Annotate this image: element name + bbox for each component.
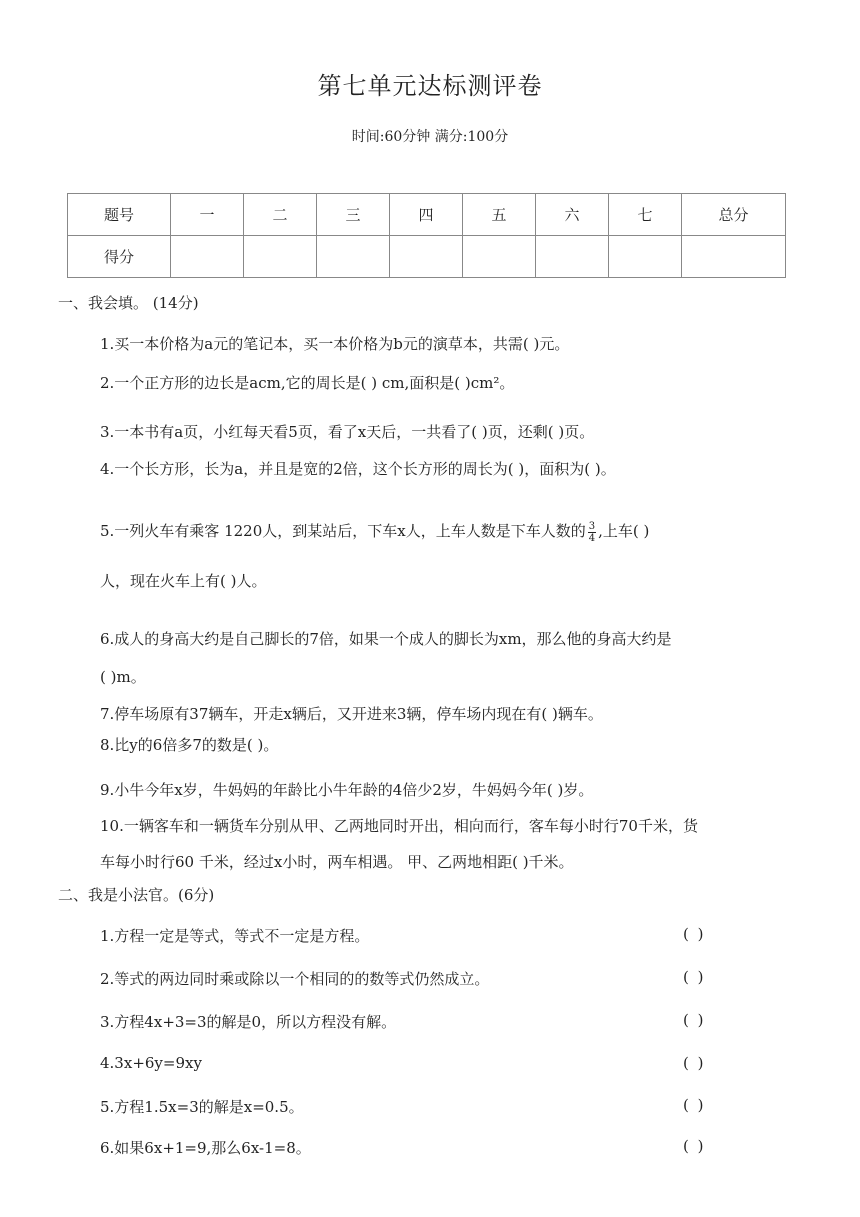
answer-parentheses[interactable]: ( ) bbox=[683, 1096, 706, 1114]
question-1-2: 2.一个正方形的边长是acm,它的周长是( ) cm,面积是( )cm²。 bbox=[100, 374, 515, 392]
answer-parentheses[interactable]: ( ) bbox=[683, 1054, 706, 1072]
answer-parentheses[interactable]: ( ) bbox=[683, 925, 706, 943]
score-header-cell: 六 bbox=[536, 194, 609, 236]
score-header-cell: 四 bbox=[390, 194, 463, 236]
score-header-cell: 三 bbox=[317, 194, 390, 236]
question-1-5 bbox=[100, 520, 649, 544]
score-header-cell: 题号 bbox=[68, 194, 171, 236]
judge-item-5: 5.方程1.5x=3的解是x=0.5。 bbox=[100, 1098, 304, 1116]
question-1-5-line2: 人，现在火车上有( )人。 bbox=[100, 572, 267, 590]
question-1-8: 8.比y的6倍多7的数是( )。 bbox=[100, 736, 279, 754]
score-cell[interactable] bbox=[463, 236, 536, 278]
score-row-label: 得分 bbox=[68, 236, 171, 278]
question-1-6: 6.成人的身高大约是自己脚长的7倍，如果一个成人的脚长为xm，那么他的身高大约是 bbox=[100, 630, 672, 648]
answer-parentheses[interactable]: ( ) bbox=[683, 1137, 706, 1155]
judge-item-3: 3.方程4x+3=3的解是0，所以方程没有解。 bbox=[100, 1013, 397, 1031]
question-1-10-line2: 车每小时行60 千米，经过x小时，两车相遇。 甲、乙两地相距( )千米。 bbox=[100, 853, 574, 871]
answer-parentheses[interactable]: ( ) bbox=[683, 1011, 706, 1029]
score-table bbox=[67, 193, 786, 278]
exam-info: 时间:60分钟 满分:100分 bbox=[351, 129, 509, 145]
question-1-6-line2: ( )m。 bbox=[100, 668, 146, 686]
score-header-cell: 二 bbox=[244, 194, 317, 236]
judge-item-2: 2.等式的两边同时乘或除以一个相同的的数等式仍然成立。 bbox=[100, 970, 490, 988]
question-1-5-text: 5.一列火车有乘客 1220人，到某站后，下车x人，上车人数是下车人数的 bbox=[100, 522, 586, 540]
question-1-3: 3.一本书有a页，小红每天看5页，看了x天后，一共看了( )页，还剩( )页。 bbox=[100, 423, 595, 441]
score-header-cell: 总分 bbox=[682, 194, 786, 236]
fraction-numerator: 3 bbox=[588, 520, 596, 532]
score-cell[interactable] bbox=[244, 236, 317, 278]
page-title: 第七单元达标测评卷 bbox=[317, 72, 543, 100]
question-1-4: 4.一个长方形，长为a，并且是宽的2倍，这个长方形的周长为( )，面积为( )。 bbox=[100, 460, 616, 478]
score-header-cell: 七 bbox=[609, 194, 682, 236]
question-1-7: 7.停车场原有37辆车，开走x辆后，又开进来3辆，停车场内现在有( )辆车。 bbox=[100, 705, 603, 723]
score-cell[interactable] bbox=[390, 236, 463, 278]
score-cell[interactable] bbox=[609, 236, 682, 278]
fraction-denominator: 4 bbox=[588, 532, 596, 544]
judge-item-6: 6.如果6x+1=9,那么6x-1=8。 bbox=[100, 1139, 311, 1157]
question-1-1: 1.买一本价格为a元的笔记本，买一本价格为b元的演草本，共需( )元。 bbox=[100, 335, 570, 353]
score-cell[interactable] bbox=[317, 236, 390, 278]
score-table-header-row bbox=[68, 194, 786, 236]
judge-item-4: 4.3x+6y=9xy bbox=[100, 1054, 202, 1072]
question-1-5-text-end: ,上车( ) bbox=[598, 522, 650, 540]
score-header-cell: 一 bbox=[171, 194, 244, 236]
answer-parentheses[interactable]: ( ) bbox=[683, 968, 706, 986]
section-2-heading: 二、我是小法官。(6分) bbox=[58, 886, 215, 904]
score-cell[interactable] bbox=[171, 236, 244, 278]
judge-item-1: 1.方程一定是等式，等式不一定是方程。 bbox=[100, 927, 370, 945]
fraction bbox=[588, 521, 596, 544]
score-cell[interactable] bbox=[682, 236, 786, 278]
section-1-heading: 一、我会填。 (14分) bbox=[58, 294, 199, 312]
score-cell[interactable] bbox=[536, 236, 609, 278]
question-1-10: 10.一辆客车和一辆货车分别从甲、乙两地同时开出，相向而行，客车每小时行70千米，货 bbox=[100, 817, 698, 835]
score-table-score-row bbox=[68, 236, 786, 278]
question-1-9: 9.小牛今年x岁，牛妈妈的年龄比小牛年龄的4倍少2岁，牛妈妈今年( )岁。 bbox=[100, 781, 594, 799]
score-header-cell: 五 bbox=[463, 194, 536, 236]
